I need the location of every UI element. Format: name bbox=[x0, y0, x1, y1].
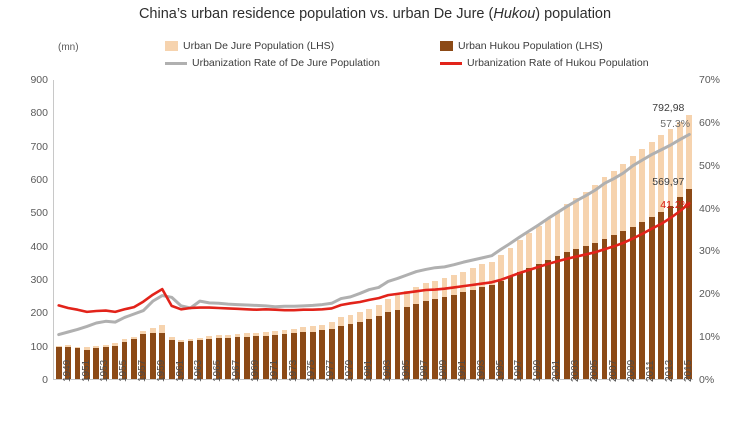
annotation-hukou-last-value: 569,97 bbox=[652, 176, 685, 188]
x-axis-tick-label: 2007 bbox=[607, 359, 619, 382]
x-axis-tick-label: 1973 bbox=[287, 359, 299, 382]
y2-axis-tick-label: 50% bbox=[699, 159, 721, 172]
legend-row-1 bbox=[135, 40, 655, 56]
legend-item-urban-de-jure-population bbox=[165, 40, 334, 52]
legend-label: Urban Hukou Population (LHS) bbox=[458, 40, 603, 52]
x-axis-tick-label: 1987 bbox=[419, 359, 431, 382]
x-axis-tick-label: 1955 bbox=[118, 359, 130, 382]
x-axis-tick-label: 1963 bbox=[193, 359, 205, 382]
x-axis-tick-label: 2009 bbox=[626, 359, 638, 382]
x-axis-tick-label: 2003 bbox=[569, 359, 581, 382]
x-axis-tick-label: 1983 bbox=[381, 359, 393, 382]
chart-title-part1: China’s urban residence population vs. urban De Jure ( bbox=[138, 6, 494, 22]
y2-axis-tick-label: 70% bbox=[699, 74, 721, 86]
legend-swatch-icon bbox=[440, 41, 453, 51]
y-axis-unit-label: (mn) bbox=[58, 42, 79, 53]
x-axis-tick-label: 2015 bbox=[682, 359, 694, 382]
x-axis-tick-label: 1965 bbox=[212, 359, 224, 382]
legend-item-urban-hukou-population bbox=[440, 40, 603, 52]
x-axis-tick-label: 1951 bbox=[80, 359, 92, 382]
line-urbanization-hukou bbox=[59, 203, 690, 311]
chart-title bbox=[0, 6, 750, 22]
y2-axis-tick-label: 10% bbox=[699, 331, 721, 344]
x-axis-tick-label: 1977 bbox=[325, 359, 337, 382]
y-axis-tick-label: 400 bbox=[30, 240, 48, 253]
x-axis-tick-label: 1979 bbox=[344, 359, 356, 382]
y-axis-tick-label: 800 bbox=[30, 107, 48, 120]
y-axis-tick-label: 100 bbox=[30, 340, 48, 353]
x-axis-tick-label: 1999 bbox=[532, 359, 544, 382]
x-axis-tick-label: 1953 bbox=[99, 359, 111, 382]
y2-axis-tick-label: 20% bbox=[699, 288, 721, 301]
x-axis-tick-label: 2013 bbox=[664, 359, 676, 382]
y2-axis-tick-label: 60% bbox=[699, 116, 721, 129]
legend-line-icon bbox=[165, 62, 187, 65]
annotation-de-jure-rate-last-value: 57.3% bbox=[660, 118, 691, 131]
x-axis-tick-label: 1991 bbox=[457, 359, 468, 382]
x-axis-tick-label: 1961 bbox=[174, 359, 186, 382]
y-axis-tick-label: 300 bbox=[30, 274, 48, 286]
legend-label: Urbanization Rate of De Jure Population bbox=[192, 57, 380, 69]
y-axis-tick-label: 0 bbox=[42, 374, 48, 386]
chart-title-italic: Hukou bbox=[493, 6, 536, 22]
y-axis-tick-label: 700 bbox=[30, 140, 48, 153]
legend-row-2 bbox=[135, 57, 655, 73]
x-axis-tick-label: 2001 bbox=[551, 359, 563, 382]
x-axis-tick-label: 1995 bbox=[494, 359, 506, 382]
chart-legend bbox=[135, 40, 655, 76]
x-axis-labels bbox=[53, 359, 694, 432]
legend-line-icon bbox=[440, 62, 462, 65]
x-axis-tick-label: 1959 bbox=[155, 359, 167, 382]
y-axis-tick-label: 900 bbox=[30, 74, 48, 86]
x-axis-tick-label: 1967 bbox=[231, 359, 243, 382]
x-axis-tick-label: 1971 bbox=[268, 359, 280, 382]
x-axis-tick-label: 2005 bbox=[588, 359, 600, 382]
x-axis-tick-label: 2011 bbox=[645, 360, 657, 382]
legend-label: Urbanization Rate of Hukou Population bbox=[467, 57, 649, 69]
x-axis-tick-label: 1949 bbox=[61, 359, 73, 382]
x-axis-tick-label: 1957 bbox=[137, 359, 148, 382]
chart-title-part2: ) population bbox=[535, 6, 612, 22]
line-series-layer bbox=[54, 80, 694, 380]
line-urbanization-de-jure bbox=[59, 134, 690, 334]
y-axis-tick-label: 500 bbox=[30, 207, 48, 220]
x-axis-tick-label: 1975 bbox=[306, 359, 318, 382]
annotation-hukou-rate-last-value: 41.2% bbox=[660, 199, 691, 212]
x-axis-tick-label: 1969 bbox=[249, 359, 261, 382]
y2-axis-tick-label: 40% bbox=[699, 202, 721, 215]
legend-label: Urban De Jure Population (LHS) bbox=[183, 40, 335, 52]
y-axis-tick-label: 600 bbox=[30, 174, 48, 186]
x-axis-tick-label: 1989 bbox=[438, 359, 450, 382]
plot-area bbox=[30, 74, 721, 386]
x-axis-tick-label: 1981 bbox=[362, 359, 374, 382]
legend-item-urbanization-rate-de-jure bbox=[165, 57, 380, 69]
annotation-de-jure-last-value: 792,98 bbox=[652, 101, 685, 114]
y2-axis-tick-label: 0% bbox=[699, 374, 715, 386]
x-axis-tick-label: 1997 bbox=[513, 359, 525, 382]
x-axis-tick-label: 1993 bbox=[475, 359, 487, 382]
legend-item-urbanization-rate-hukou bbox=[440, 57, 649, 69]
legend-swatch-icon bbox=[165, 41, 178, 51]
y2-axis-tick-label: 30% bbox=[699, 245, 721, 258]
y-axis-tick-label: 200 bbox=[30, 307, 48, 320]
x-axis-tick-label: 1985 bbox=[400, 359, 412, 382]
